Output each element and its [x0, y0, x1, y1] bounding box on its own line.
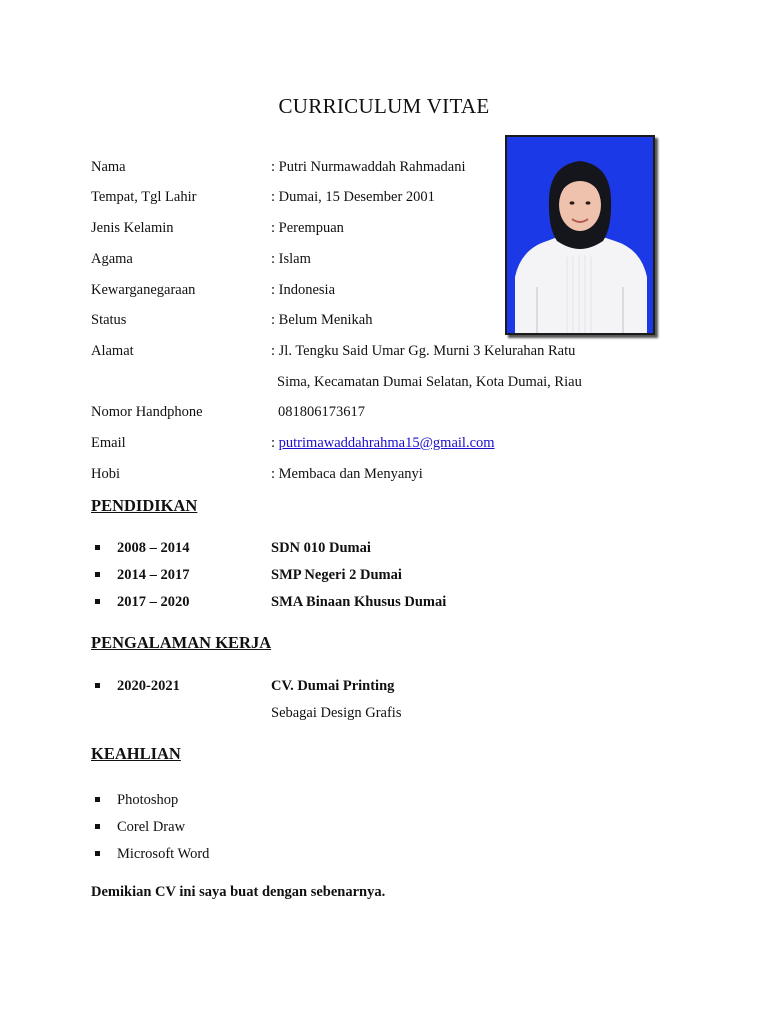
education-years: 2008 – 2014 — [117, 540, 190, 556]
field-value: : Indonesia — [271, 282, 336, 298]
skill-item — [91, 818, 691, 836]
bullet-square-icon — [95, 545, 100, 550]
bullet-square-icon — [95, 797, 100, 802]
colon-prefix: : — [271, 435, 279, 451]
skill-label: Photoshop — [117, 792, 179, 808]
skill-label: Corel Draw — [117, 819, 186, 835]
experience-role: Sebagai Design Grafis — [271, 705, 402, 721]
profile-photo-illustration — [507, 137, 653, 333]
field-value — [271, 434, 495, 452]
field-label: Email — [91, 435, 126, 451]
education-school: SDN 010 Dumai — [271, 540, 371, 556]
closing-statement: Demikian CV ini saya buat dengan sebenarnya. — [91, 884, 386, 900]
field-label: Nomor Handphone — [91, 404, 203, 420]
field-value: : Membaca dan Menyanyi — [271, 466, 423, 482]
email-link[interactable]: putrimawaddahrahma15@gmail.com — [278, 435, 495, 451]
field-label: Nama — [91, 159, 126, 175]
section-heading-keahlian: KEAHLIAN — [91, 744, 181, 763]
skill-item — [91, 845, 691, 863]
bullet-square-icon — [95, 599, 100, 604]
field-label: Kewarganegaraan — [91, 282, 196, 298]
field-label: Status — [91, 312, 127, 328]
cv-title: CURRICULUM VITAE — [278, 94, 490, 118]
bullet-square-icon — [95, 683, 100, 688]
field-value: : Islam — [271, 251, 311, 267]
education-item — [91, 593, 691, 611]
section-heading-pengalaman-kerja: PENGALAMAN KERJA — [91, 633, 272, 652]
skill-label: Microsoft Word — [117, 846, 210, 862]
skill-item — [91, 791, 691, 809]
field-label: Tempat, Tgl Lahir — [91, 189, 197, 205]
education-item — [91, 539, 691, 557]
education-years: 2014 – 2017 — [117, 567, 190, 583]
field-label: Agama — [91, 251, 133, 267]
field-value: : Belum Menikah — [271, 312, 373, 328]
education-years: 2017 – 2020 — [117, 594, 190, 610]
section-heading-pendidikan: PENDIDIKAN — [91, 496, 198, 515]
experience-years: 2020-2021 — [117, 678, 180, 694]
field-value: : Perempuan — [271, 220, 344, 236]
field-label: Jenis Kelamin — [91, 220, 174, 236]
experience-company: CV. Dumai Printing — [271, 678, 395, 694]
field-label: Alamat — [91, 343, 134, 359]
education-school: SMP Negeri 2 Dumai — [271, 567, 402, 583]
field-label: Hobi — [91, 466, 120, 482]
bullet-square-icon — [95, 824, 100, 829]
field-value: : Dumai, 15 Desember 2001 — [271, 189, 435, 205]
education-item — [91, 566, 691, 584]
field-value: 081806173617 — [278, 404, 365, 420]
profile-photo — [505, 135, 655, 335]
education-school: SMA Binaan Khusus Dumai — [271, 594, 447, 610]
experience-role-row — [91, 704, 691, 722]
bullet-square-icon — [95, 572, 100, 577]
field-alamat-continuation: Sima, Kecamatan Dumai Selatan, Kota Dumai, Riau — [277, 374, 582, 390]
field-value: : Jl. Tengku Said Umar Gg. Murni 3 Kelurahan Ratu — [271, 343, 576, 359]
bullet-square-icon — [95, 851, 100, 856]
experience-item — [91, 677, 691, 695]
field-value: : Putri Nurmawaddah Rahmadani — [271, 159, 466, 175]
